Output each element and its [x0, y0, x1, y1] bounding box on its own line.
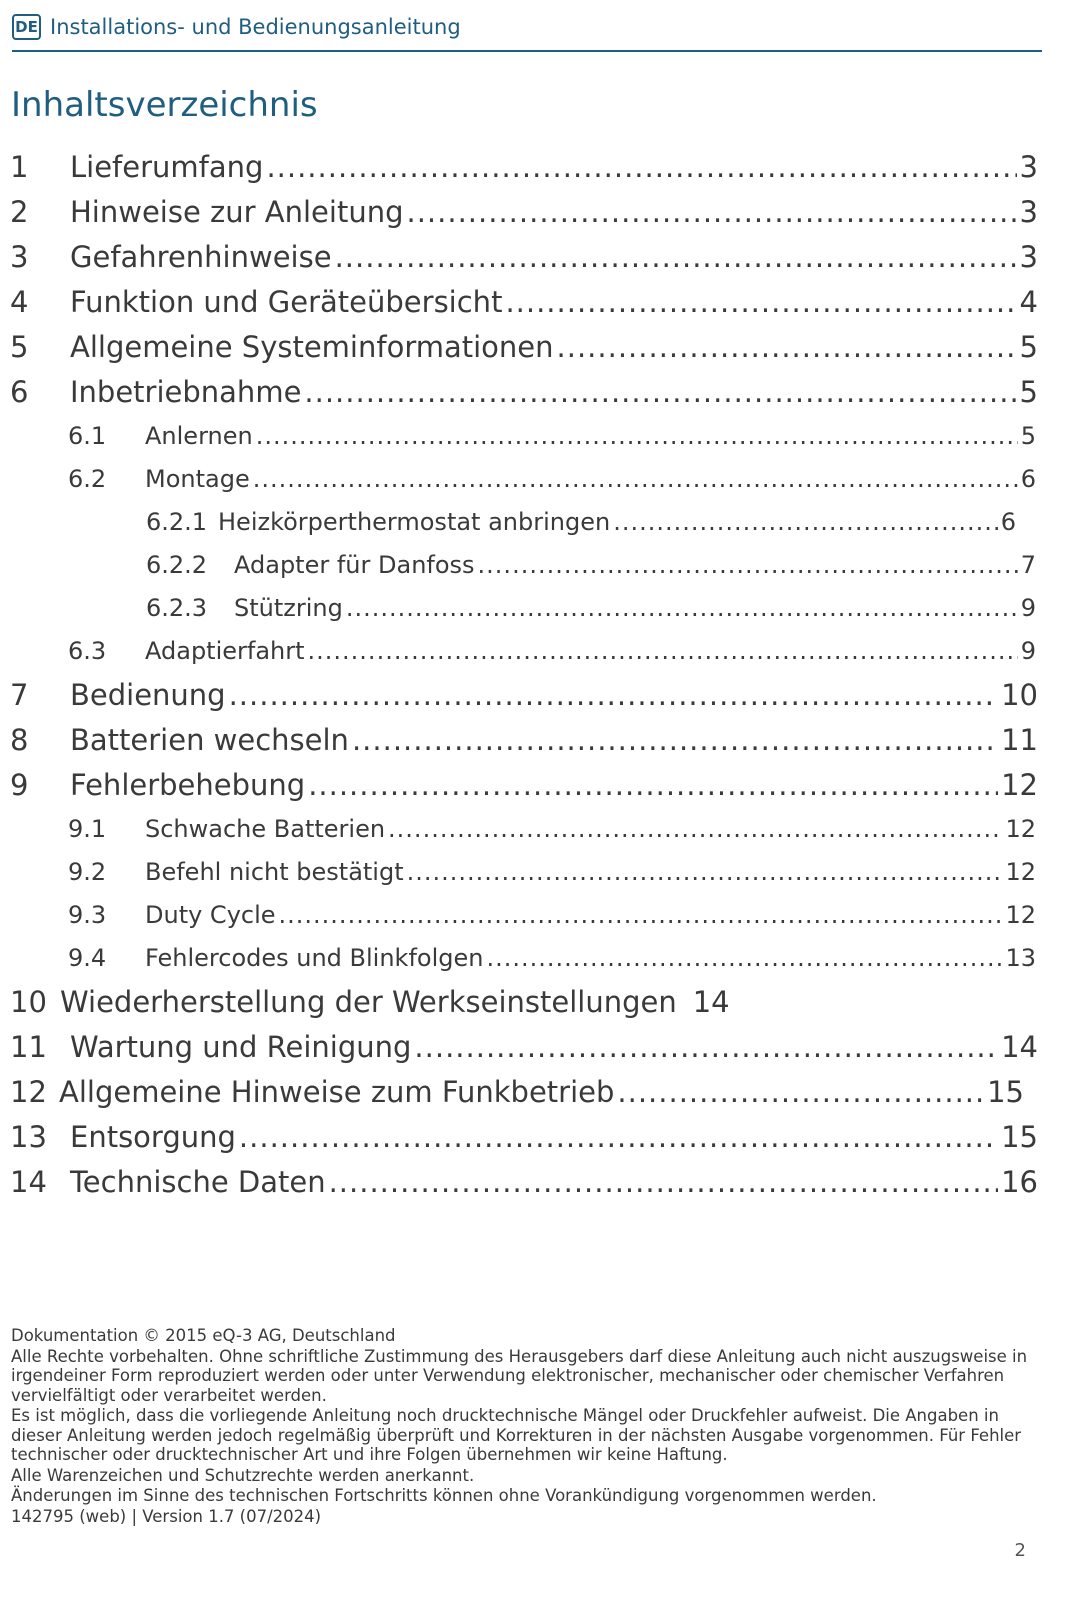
toc-entry-page: 9	[1020, 637, 1036, 665]
toc-entry-number: 13	[10, 1120, 47, 1154]
toc-subsubentry[interactable]	[10, 587, 1038, 630]
toc-entry-number: 4	[10, 285, 29, 319]
toc-leader-dots	[266, 145, 1016, 190]
toc-entry[interactable]	[10, 235, 1038, 280]
toc-entry-label: Fehlerbehebung	[70, 768, 306, 802]
toc-entry-page: 4	[1019, 285, 1038, 319]
toc-entry-label: Montage	[145, 465, 250, 493]
toc-subentry[interactable]	[10, 458, 1038, 501]
toc-entry-label: Anlernen	[145, 422, 253, 450]
toc-entry-number: 9.2	[68, 858, 107, 886]
toc-leader-dots	[253, 458, 1018, 501]
toc-entry-number: 9.3	[68, 901, 107, 929]
toc-entry-number: 6.2.2	[146, 551, 208, 579]
toc-entry-number: 6	[10, 375, 29, 409]
toc-entry-number: 1	[10, 150, 29, 184]
toc-leader-dots	[407, 851, 1003, 894]
toc-entry-page: 5	[1019, 330, 1038, 364]
toc-entry[interactable]	[10, 325, 1038, 370]
toc-entry-label: Funktion und Geräteübersicht	[70, 285, 503, 319]
toc-entry[interactable]	[10, 1115, 1038, 1160]
toc-entry-page: 10	[1001, 678, 1038, 712]
toc-leader-dots	[486, 937, 1002, 980]
toc-entry-label: Lieferumfang	[70, 150, 264, 184]
toc-entry-page: 5	[1019, 375, 1038, 409]
toc-entry-number: 6.3	[68, 637, 107, 665]
toc-subsubentry[interactable]	[10, 501, 1038, 544]
toc-leader-dots	[256, 415, 1018, 458]
toc-entry-page: 3	[1019, 150, 1038, 184]
toc-leader-dots	[557, 325, 1017, 370]
toc-entry-label: Allgemeine Hinweise zum Funkbetrieb	[59, 1075, 615, 1109]
document-title: Installations- und Bedienungsanleitung	[50, 15, 461, 39]
toc-entry-page: 7	[1020, 551, 1036, 579]
toc-entry-number: 11	[10, 1030, 47, 1064]
version-info: 142795 (web) | Version 1.7 (07/2024)	[11, 1506, 322, 1526]
toc-entry-number: 6.2.1	[146, 508, 208, 536]
toc-entry[interactable]	[10, 1160, 1038, 1205]
toc-leader-dots	[335, 235, 1017, 280]
toc-subentry[interactable]	[10, 630, 1038, 673]
toc-leader-dots	[407, 190, 1017, 235]
toc-leader-dots	[352, 718, 998, 763]
toc-entry[interactable]	[10, 1070, 1038, 1115]
toc-entry-page: 15	[1001, 1120, 1038, 1154]
toc-leader-dots	[346, 587, 1018, 630]
toc-entry-page: 12	[1005, 815, 1036, 843]
toc-entry-number: 14	[10, 1165, 47, 1199]
toc-entry[interactable]	[10, 763, 1038, 808]
toc-entry-label: Adapter für Danfoss	[234, 551, 475, 579]
toc-entry-label: Stützring	[234, 594, 343, 622]
toc-leader-dots	[388, 808, 1002, 851]
language-badge: DE	[12, 14, 41, 40]
toc-entry-label: Fehlercodes und Blinkfolgen	[145, 944, 484, 972]
toc-leader-dots	[613, 501, 998, 544]
toc-entry-label: Technische Daten	[70, 1165, 326, 1199]
toc-entry-label: Duty Cycle	[145, 901, 276, 929]
toc-leader-dots	[308, 763, 998, 808]
toc-entry-number: 5	[10, 330, 29, 364]
copyright-line: Dokumentation © 2015 eQ-3 AG, Deutschland	[11, 1326, 396, 1345]
toc-leader-dots	[329, 1160, 999, 1205]
imprint	[11, 1326, 1031, 1527]
toc-entry-number: 8	[10, 723, 29, 757]
toc-entry-page: 12	[1005, 901, 1036, 929]
toc-entry-page: 9	[1020, 594, 1036, 622]
toc-entry-label: Befehl nicht bestätigt	[145, 858, 404, 886]
toc-entry-label: Batterien wechseln	[70, 723, 349, 757]
toc-entry-number: 9.4	[68, 944, 107, 972]
toc-entry-number: 6.2	[68, 465, 107, 493]
toc-subentry[interactable]	[10, 415, 1038, 458]
toc-entry-page: 14	[692, 985, 730, 1019]
toc-entry-page: 12	[1005, 858, 1036, 886]
toc-entry[interactable]	[10, 673, 1038, 718]
toc-subentry[interactable]	[10, 894, 1038, 937]
toc-entry-number: 6.2.3	[146, 594, 208, 622]
toc-leader-dots	[414, 1025, 998, 1070]
toc-entry-label: Heizkörperthermostat anbringen	[218, 508, 611, 536]
toc-subsubentry[interactable]	[10, 544, 1038, 587]
rights-notice: Alle Rechte vorbehalten. Ohne schriftliche Zustimmung des Herausgebers darf diese Anleitung auch nicht auszugsweise in irgendeiner Form reproduziert werden oder unter Verwendung elektronischer, mechanischer oder chemischer Verfahren vervielfältigt oder verarbeitet werden.	[11, 1346, 1028, 1405]
toc-entry-number: 10	[10, 985, 47, 1019]
toc-entry-number: 12	[10, 1075, 47, 1109]
toc-entry-number: 3	[10, 240, 29, 274]
trademarks-notice: Alle Warenzeichen und Schutzrechte werden anerkannt.	[11, 1465, 475, 1485]
toc-entry-page: 13	[1005, 944, 1036, 972]
errors-notice: Es ist möglich, dass die vorliegende Anleitung noch drucktechnische Mängel oder Druckfehler aufweist. Die Angaben in dieser Anleitung werden jedoch regelmäßig überprüft und Korrekturen in der nächsten Ausgabe vorgenommen. Für Fehler technischer oder drucktechnischer Art und ihre Folgen übernehmen wir keine Haftung.	[11, 1406, 1022, 1464]
page-number: 2	[1014, 1540, 1026, 1561]
toc-entry-label: Gefahrenhinweise	[70, 240, 332, 274]
toc-entry[interactable]	[10, 1025, 1038, 1070]
toc-entry-label: Entsorgung	[70, 1120, 236, 1154]
toc-leader-dots	[505, 280, 1016, 325]
toc-leader-dots	[229, 673, 999, 718]
toc-entry-label: Wiederherstellung der Werkseinstellungen	[60, 985, 677, 1019]
toc-leader-dots	[478, 544, 1018, 587]
toc-entry[interactable]	[10, 190, 1038, 235]
changes-notice: Änderungen im Sinne des technischen Fortschritts können ohne Vorankündigung vorgenommen werden.	[11, 1486, 877, 1505]
toc-heading: Inhaltsverzeichnis	[11, 85, 318, 125]
toc-entry-page: 14	[1001, 1030, 1038, 1064]
table-of-contents	[10, 145, 1038, 1205]
toc-entry-page: 11	[1001, 723, 1038, 757]
toc-entry-page: 5	[1020, 422, 1036, 450]
toc-leader-dots	[304, 370, 1016, 415]
toc-entry-page: 16	[1001, 1165, 1038, 1199]
toc-entry-label: Wartung und Reinigung	[70, 1030, 412, 1064]
toc-entry[interactable]	[10, 145, 1038, 190]
toc-leader-dots	[239, 1115, 998, 1160]
toc-entry-number: 6.1	[68, 422, 107, 450]
toc-leader-dots	[617, 1070, 984, 1115]
toc-entry-number: 2	[10, 195, 29, 229]
toc-entry-label: Allgemeine Systeminformationen	[70, 330, 554, 364]
toc-entry[interactable]	[10, 718, 1038, 763]
toc-entry-label: Bedienung	[70, 678, 226, 712]
toc-entry-page: 15	[987, 1075, 1024, 1109]
toc-entry-label: Hinweise zur Anleitung	[70, 195, 404, 229]
toc-subentry[interactable]	[10, 851, 1038, 894]
toc-entry-page: 3	[1019, 195, 1038, 229]
toc-leader-dots	[308, 630, 1018, 673]
toc-entry[interactable]	[10, 370, 1038, 415]
toc-subentry[interactable]	[10, 937, 1038, 980]
toc-entry-label: Schwache Batterien	[145, 815, 386, 843]
toc-entry-page: 6	[1000, 508, 1016, 536]
toc-subentry[interactable]	[10, 808, 1038, 851]
toc-entry-number: 7	[10, 678, 29, 712]
toc-entry-page: 3	[1019, 240, 1038, 274]
toc-entry-label: Adaptierfahrt	[145, 637, 305, 665]
toc-entry[interactable]	[10, 980, 1038, 1025]
toc-leader-dots	[279, 894, 1003, 937]
toc-entry-page: 6	[1020, 465, 1036, 493]
toc-entry-label: Inbetriebnahme	[70, 375, 302, 409]
toc-entry[interactable]	[10, 280, 1038, 325]
toc-entry-page: 12	[1001, 768, 1038, 802]
page-header	[12, 12, 1042, 52]
toc-entry-number: 9.1	[68, 815, 107, 843]
toc-entry-number: 9	[10, 768, 29, 802]
